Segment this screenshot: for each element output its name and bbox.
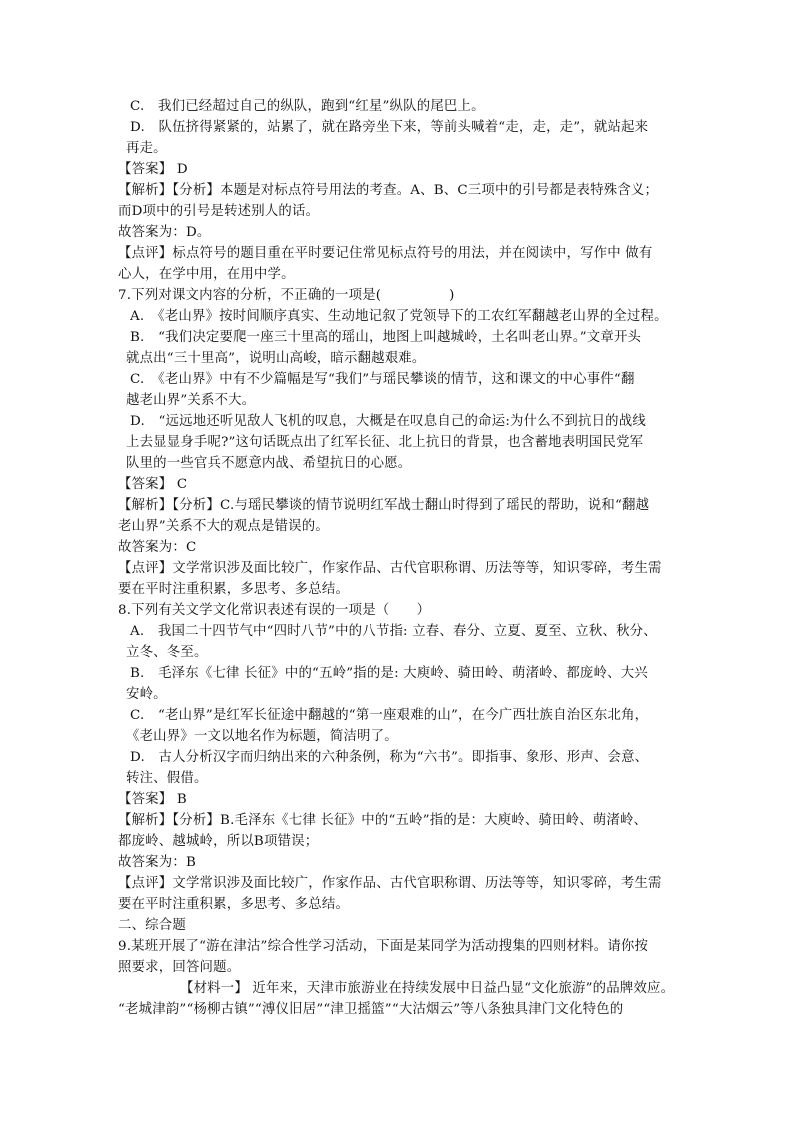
q8-option-c: C. “老山界”是红军长征途中翻越的“第一座艰难的山”，在今广西壮族自治区东北角， — [130, 708, 649, 723]
q8-option-b: B. 毛泽东《七律 长征》中的“五岭”指的是: 大庾岭、骑田岭、萌渚岭、都庞岭、大兴 — [130, 666, 648, 681]
option-d-line: D. 队伍挤得紧紧的，站累了，就在路旁坐下来，等前头喊着“走，走，走”，就站起来 — [130, 120, 649, 135]
q8-option-a-cont: 立冬、冬至。 — [126, 645, 208, 660]
q7-option-b-cont: 就点出“三十里高”，说明山高峻，暗示翻越艰难。 — [126, 351, 426, 366]
q7-option-b: B. “我们决定要爬一座三十里高的瑶山，地图上叫越城岭，土名叫老山界。”文章开头 — [130, 330, 642, 345]
option-c-line: C. 我们已经超过自己的纵队，跑到“红星”纵队的尾巴上。 — [130, 99, 485, 114]
q8-comment: 【点评】文学常识涉及面比较广，作家作品、古代官职称谓、历法等等，知识零碎，考生需 — [118, 876, 662, 891]
q7-option-d: D. “远远地还听见敌人飞机的叹息，大概是在叹息自己的命运:为什么不到抗日的战线 — [130, 414, 646, 429]
section-heading: 二、综合题 — [118, 918, 186, 933]
q7-option-d-cont: 上去显显身手呢?”这句话既点出了红军长征、北上抗日的背景，也含蓄地表明国民党军 — [126, 435, 644, 450]
q7-analysis-cont: 老山界”关系不大的观点是错误的。 — [118, 519, 329, 534]
comment-line: 【点评】标点符号的题目重在平时要记住常见标点符号的用法，并在阅读中，写作中 做有 — [118, 246, 653, 261]
material-1-cont: “老城津韵”“杨柳古镇”“溥仪旧居”“津卫摇篮”“大沽烟云”等八条独具津门文化特色的 — [118, 1002, 624, 1017]
q8-option-d-cont: 转注、假借。 — [126, 771, 208, 786]
q7-option-c-cont: 越老山界”关系不大。 — [126, 393, 256, 408]
q7-conclusion: 故答案为：C — [118, 540, 197, 555]
q8-analysis: 【解析】【分析】B.毛泽东《七律 长征》中的“五岭”指的是：大庾岭、骑田岭、萌渚岭、 — [118, 813, 648, 828]
q8-option-d: D. 古人分析汉字而归纳出来的六种条例，称为“六书”。即指事、象形、形声、会意、 — [130, 750, 649, 765]
q8-conclusion: 故答案为：B — [118, 855, 196, 870]
comment-cont: 心人，在学中用，在用中学。 — [118, 267, 295, 282]
q7-analysis: 【解析】【分析】C.与瑶民攀谈的情节说明红军战士翻山时得到了瑶民的帮助，说和“翻越 — [118, 498, 650, 513]
q7-option-a: A. 《老山界》按时间顺序真实、生动地记叙了党领导下的工农红军翻越老山界的全过程。 — [130, 309, 668, 324]
question-8: 8.下列有关文学文化常识表述有误的一项是（ ） — [118, 603, 431, 618]
q7-answer: 【答案】 C — [118, 477, 188, 492]
analysis-line: 【解析】【分析】本题是对标点符号用法的考查。A、B、C三项中的引号都是表特殊含义； — [118, 183, 659, 198]
q8-option-b-cont: 安岭。 — [126, 687, 167, 702]
q8-option-a: A. 我国二十四节气中“四时八节”中的八节指: 立春、春分、立夏、夏至、立秋、秋分、 — [130, 624, 657, 639]
question-9: 9.某班开展了“游在津沽”综合性学习活动，下面是某同学为活动搜集的四则材料。请你按 — [118, 939, 649, 954]
analysis-cont: 而D项中的引号是转述别人的话。 — [118, 204, 320, 219]
q8-answer: 【答案】 B — [118, 792, 187, 807]
q8-analysis-cont: 都庞岭、越城岭，所以B项错误； — [118, 834, 319, 849]
answer-line: 【答案】 D — [118, 162, 188, 177]
option-d-cont: 再走。 — [126, 141, 167, 156]
q8-comment-cont: 要在平时注重积累，多思考、多总结。 — [118, 897, 350, 912]
q7-option-c: C. 《老山界》中有不少篇幅是写“我们”与瑶民攀谈的情节，这和课文的中心事件“翻 — [130, 372, 635, 387]
q8-option-c-cont: 《老山界》一文以地名作为标题，简洁明了。 — [126, 729, 398, 744]
q7-comment: 【点评】文学常识涉及面比较广，作家作品、古代官职称谓、历法等等，知识零碎，考生需 — [118, 561, 662, 576]
material-1: 【材料一】 近年来，天津市旅游业在持续发展中日益凸显“文化旅游”的品牌效应。 — [180, 981, 675, 996]
question-7: 7.下列对课文内容的分析，不正确的一项是( ) — [118, 288, 455, 303]
question-9-cont: 照要求，回答问题。 — [118, 960, 241, 975]
q7-option-d-cont2: 队里的一些官兵不愿意内战、希望抗日的心愿。 — [126, 456, 412, 471]
conclusion-line: 故答案为：D。 — [118, 225, 211, 240]
q7-comment-cont: 要在平时注重积累，多思考、多总结。 — [118, 582, 350, 597]
